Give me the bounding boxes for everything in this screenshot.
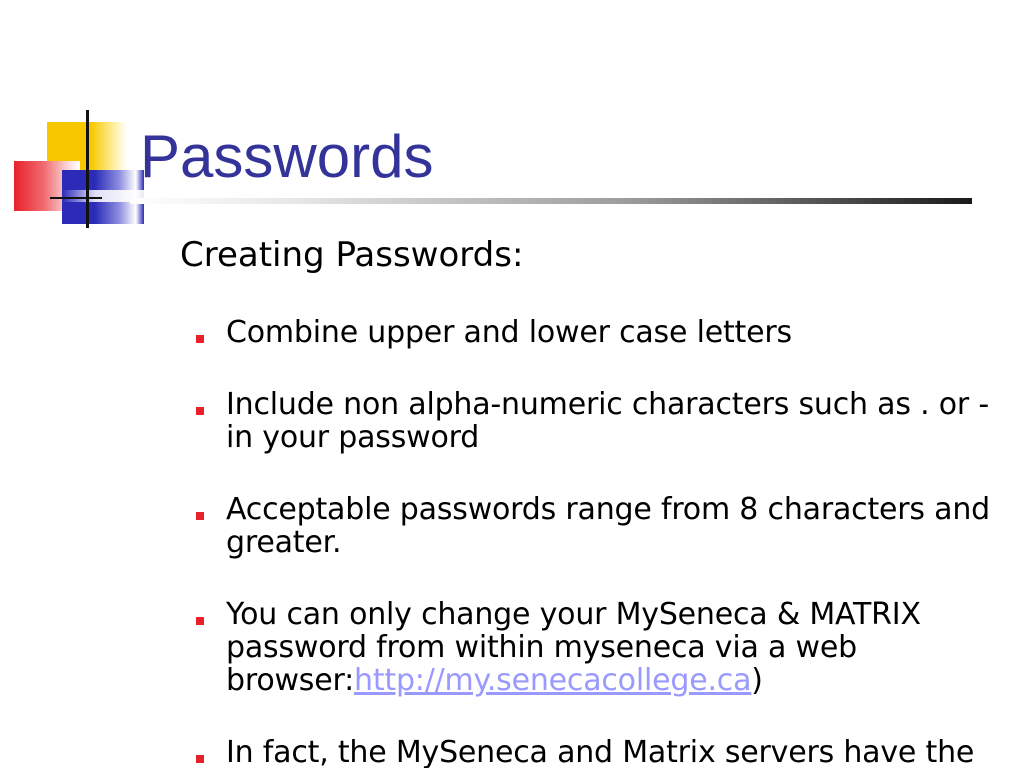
bullet-marker-icon	[196, 617, 204, 625]
bullet-text: Acceptable passwords range from 8 characters and greater.	[226, 492, 990, 560]
list-item	[195, 736, 995, 768]
deco-horizontal-line	[50, 197, 102, 199]
list-item	[195, 493, 995, 559]
bullet-marker-icon	[196, 335, 204, 343]
bullet-marker-icon	[196, 755, 204, 763]
bullet-text: Include non alpha-numeric characters such as . or - in your password	[226, 387, 990, 455]
myseneca-link[interactable]: http://my.senecacollege.ca	[354, 663, 752, 698]
section-heading: Creating Passwords:	[180, 235, 524, 275]
bullet-text-closing: )	[751, 663, 763, 698]
deco-vertical-line	[86, 110, 89, 228]
page-title: Passwords	[140, 123, 434, 190]
list-item	[195, 598, 995, 697]
bullet-text: Combine upper and lower case letters	[226, 315, 792, 350]
title-divider	[130, 198, 972, 204]
bullet-list	[195, 316, 995, 768]
list-item	[195, 316, 995, 349]
bullet-text: You can only change your MySeneca & MATRIX password from within myseneca via a web browser:	[226, 597, 921, 698]
bullet-marker-icon	[196, 512, 204, 520]
list-item	[195, 388, 995, 454]
bullet-text: In fact, the MySeneca and Matrix servers have the	[226, 735, 975, 768]
bullet-marker-icon	[196, 407, 204, 415]
